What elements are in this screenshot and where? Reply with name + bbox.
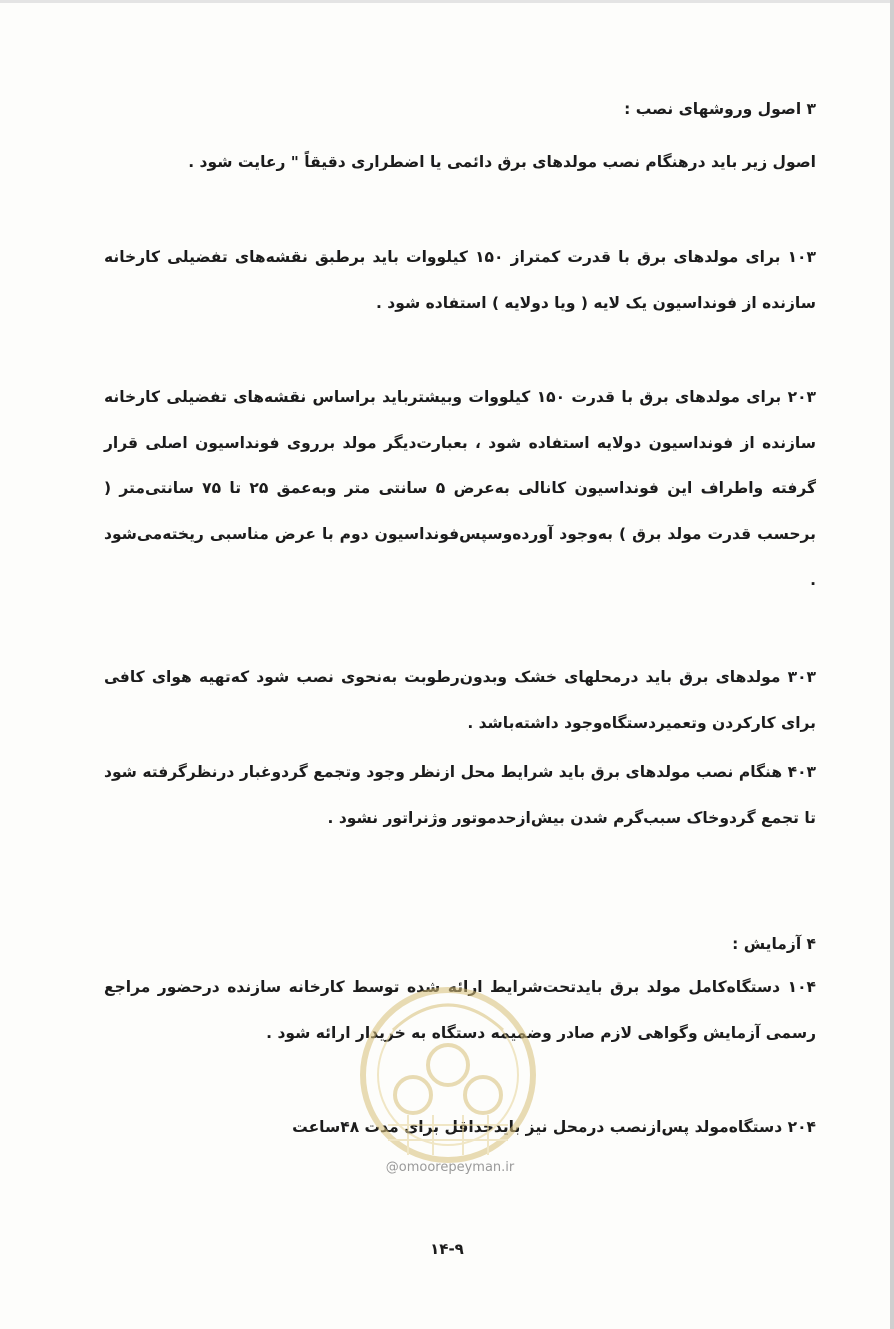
paragraph-3-1 (104, 235, 816, 326)
section-4-heading: ۴ آزمایش : (732, 935, 816, 953)
section-3-intro (104, 140, 816, 186)
watermark-text: @omoorepeyman.ir (385, 1160, 515, 1175)
paragraph: اصول زیر باید درهنگام نصب مولدهای برق دائمی یا اضطراری دقیقاً " رعایت شود . (188, 153, 816, 171)
section-3-heading: ۳ اصول وروشهای نصب : (624, 100, 816, 118)
paragraph: ۱۰۴ دستگاه‌کامل مولد برق بایدتحت‌شرایط ارائه شده توسط کارخانه سازنده درحضور مراجع رسمی آزمایش وگواهی لازم صادر وضمیمه دستگاه به خریدار ارائه شود . (104, 978, 816, 1042)
paragraph: ۲۰۴ دستگاه‌مولد پس‌ازنصب درمحل نیز باید‌حداقل برای مدت ۴۸ساعت (292, 1118, 816, 1136)
paragraph: ۱۰۳ برای مولدهای برق با قدرت کمتراز ۱۵۰ کیلووات باید برطبق نقشه‌های تفضیلی کارخانه سازنده از فونداسیون یک لایه ( ویا دولایه ) استفاده شود . (104, 248, 816, 312)
page-right-edge (890, 0, 894, 1329)
paragraph: ۳۰۳ مولدهای برق باید درمحلهای خشک وبدون‌رطوبت به‌نحوی نصب شود که‌تهیه هوای کافی برای کارکردن وتعمیردستگاه‌وجود داشته‌باشد . (104, 668, 816, 732)
paragraph: ۴۰۳ هنگام نصب مولدهای برق باید شرایط محل ازنظر وجود وتجمع گردوغبار درنظرگرفته شود تا تجمع گردوخاک سبب‌گرم شدن بیش‌ازحدموتور وژنراتور نشود . (104, 763, 816, 827)
page-number: ۱۴-۹ (430, 1240, 464, 1258)
paragraph-3-4 (104, 750, 816, 841)
paragraph: ۲۰۳ برای مولدهای برق با قدرت ۱۵۰ کیلووات وبیشترباید براساس نقشه‌های تفضیلی کارخانه سازنده از فونداسیون دولایه استفاده شود ، بعبارت‌دیگر مولد برروی فونداسیون اصلی قرار گرفته واطراف این فونداسیون کانالی به‌عرض ۵ سانتی متر وبه‌عمق ۲۵ تا ۷۵ سانتی‌متر ( برحسب قدرت مولد برق ) به‌وجود آورده‌وسپس‌فونداسیون دوم با عرض مناسبی ریخته‌می‌شود . (104, 388, 816, 589)
paragraph-3-2 (104, 375, 816, 604)
page-top-edge (0, 0, 894, 3)
paragraph-3-3 (104, 655, 816, 746)
watermark-logo-icon (353, 980, 543, 1180)
